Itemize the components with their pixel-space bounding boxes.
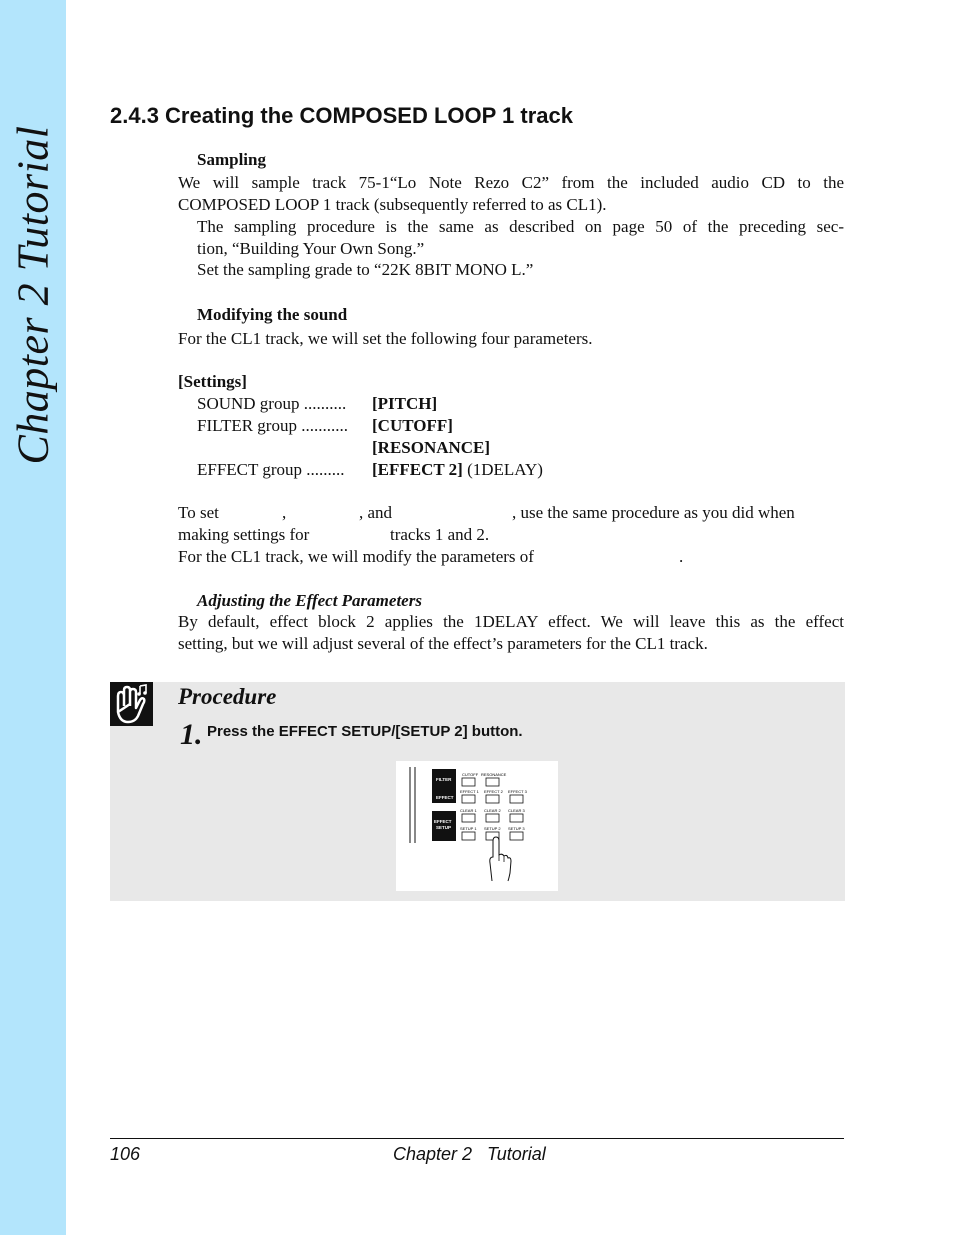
- procedure-hand-icon: [110, 682, 153, 726]
- resonance-button[interactable]: [486, 778, 499, 786]
- settings-heading: [Settings]: [178, 372, 247, 391]
- settings-row-sound-label: SOUND group ..........: [197, 394, 347, 413]
- sampling-line-1: We will sample track 75-1“Lo Note Rezo C2” from the included audio CD to the: [178, 173, 844, 192]
- sampling-line-5: Set the sampling grade to “22K 8BIT MONO L.”: [197, 260, 534, 279]
- setup-3-button[interactable]: [510, 832, 523, 840]
- settings-row-resonance-value: [RESONANCE]: [372, 438, 491, 457]
- footer-page-number: 106: [110, 1144, 141, 1164]
- para-b2: tracks 1 and 2.: [390, 525, 490, 544]
- panel-label-setup-2: SETUP 2: [484, 826, 501, 831]
- panel-side-label-setup: SETUP: [436, 825, 452, 830]
- sampling-line-2: COMPOSED LOOP 1 track (subsequently referred to as CL1).: [178, 195, 607, 214]
- sampling-heading: Sampling: [197, 150, 266, 169]
- sampling-line-4: tion, “Building Your Own Song.”: [197, 239, 425, 258]
- procedure-title: Procedure: [178, 684, 277, 709]
- para-a1: To set: [178, 503, 219, 522]
- footer-rule: [110, 1138, 844, 1139]
- para-c2: .: [679, 547, 684, 566]
- para-b1: making settings for: [178, 525, 310, 544]
- settings-row-filter-label: FILTER group ...........: [197, 416, 348, 435]
- settings-row-sound-value: [PITCH]: [372, 394, 438, 413]
- para-a2: ,: [282, 503, 287, 522]
- footer-chapter-title: Chapter 2 Tutorial: [393, 1144, 546, 1164]
- step-text: Press the EFFECT SETUP/[SETUP 2] button.: [207, 723, 523, 740]
- chapter-side-tab: [0, 0, 66, 1235]
- panel-label-effect-3: EFFECT 3: [508, 789, 527, 794]
- panel-label-effect-1: EFFECT 1: [460, 789, 479, 794]
- panel-label-clear-1: CLEAR 1: [460, 808, 477, 813]
- panel-label-effect-2: EFFECT 2: [484, 789, 503, 794]
- effect-1-button[interactable]: [462, 795, 475, 803]
- clear-2-button[interactable]: [486, 814, 499, 822]
- settings-row-filter-value: [CUTOFF]: [372, 416, 453, 435]
- effect-params-line-2: setting, but we will adjust several of the effect’s parameters for the CL1 track.: [178, 634, 708, 653]
- chapter-side-title: Chapter 2 Tutorial: [8, 125, 58, 465]
- para-a4: , use the same procedure as you did when: [512, 503, 795, 522]
- sampling-line-3: The sampling procedure is the same as described on page 50 of the preceding sec-: [197, 217, 844, 236]
- effect-params-heading: Adjusting the Effect Parameters: [197, 591, 422, 610]
- pointing-hand-icon: [490, 837, 511, 881]
- panel-side-label-effect-2: EFFECT: [434, 819, 452, 824]
- panel-side-label-filter: FILTER: [436, 777, 452, 782]
- panel-label-resonance: RESONANCE: [481, 772, 507, 777]
- settings-row-effect-label: EFFECT group .........: [197, 460, 345, 479]
- setup-1-button[interactable]: [462, 832, 475, 840]
- effect-panel-illustration: [396, 761, 558, 891]
- panel-side-label-effect: EFFECT: [436, 795, 454, 800]
- modifying-line-1: For the CL1 track, we will set the following four parameters.: [178, 329, 593, 348]
- panel-label-setup-1: SETUP 1: [460, 826, 477, 831]
- modifying-heading: Modifying the sound: [197, 305, 348, 324]
- panel-label-clear-2: CLEAR 2: [484, 808, 501, 813]
- effect-params-line-1: By default, effect block 2 applies the 1DELAY effect. We will leave this as the effect: [178, 612, 844, 631]
- settings-row-effect-value: [EFFECT 2]: [372, 460, 463, 479]
- clear-3-button[interactable]: [510, 814, 523, 822]
- clear-1-button[interactable]: [462, 814, 475, 822]
- panel-label-cutoff: CUTOFF: [462, 772, 479, 777]
- panel-label-setup-3: SETUP 3: [508, 826, 525, 831]
- cutoff-button[interactable]: [462, 778, 475, 786]
- step-number: 1.: [180, 718, 203, 751]
- settings-row-effect-extra: (1DELAY): [462, 460, 543, 479]
- effect-3-button[interactable]: [510, 795, 523, 803]
- effect-2-button[interactable]: [486, 795, 499, 803]
- para-c1: For the CL1 track, we will modify the parameters of: [178, 547, 534, 566]
- settings-row-effect-value-wrap: [372, 459, 543, 481]
- section-heading: 2.4.3 Creating the COMPOSED LOOP 1 track: [110, 103, 573, 128]
- panel-label-clear-3: CLEAR 3: [508, 808, 525, 813]
- para-a3: , and: [359, 503, 393, 522]
